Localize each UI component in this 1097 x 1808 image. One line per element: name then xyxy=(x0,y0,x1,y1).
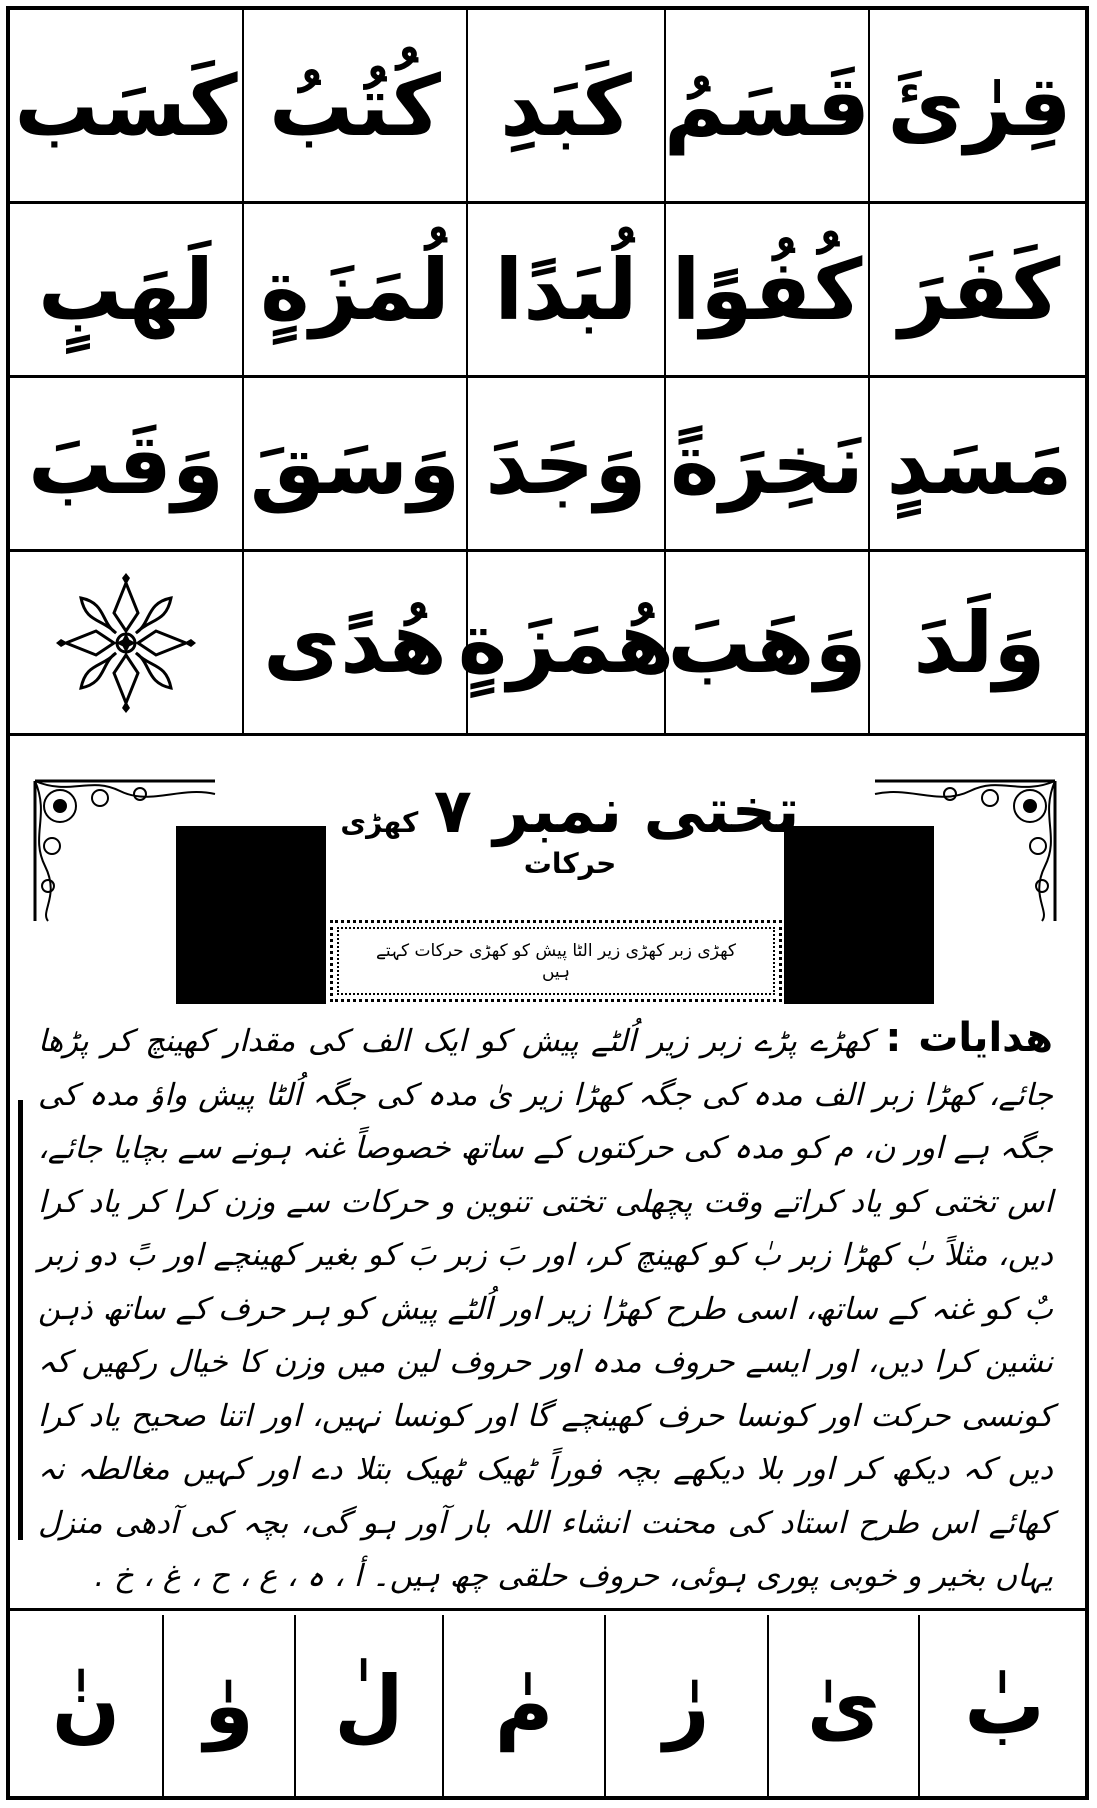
word-cell: كَفَرَ xyxy=(868,204,1089,378)
word-cell: وَجَدَ xyxy=(466,378,664,552)
word-cell: وَلَدَ xyxy=(868,552,1089,736)
letter-cell: مٰ xyxy=(442,1615,604,1796)
letter-row xyxy=(10,1615,1089,1796)
instruction-line: کھڑا زیر اور اُلٹے پیش کو ہر حرف کے ساتھ ذہن نشین کرا دیں، اور ایسے حروف مدہ اور xyxy=(38,1291,1053,1380)
word-cell: كَبَدِ xyxy=(466,10,664,204)
letter-cell: لٰ xyxy=(294,1615,442,1796)
instruction-line: حروف حلقی چھ ہیں۔ أ ، ہ ، ع ، ح ، غ ، خ . xyxy=(94,1559,660,1594)
margin-bar xyxy=(18,1100,23,1540)
instructions-heading: ھدایات : xyxy=(885,1015,1053,1061)
word-cell: وَقَبَ xyxy=(10,378,242,552)
letter-cell: یٰ xyxy=(767,1615,918,1796)
black-panel-right xyxy=(784,826,934,1004)
floral-ornament-icon xyxy=(10,552,242,736)
definition-text: کھڑی زبر کھڑی زیر الٹا پیش کو کھڑی حرکات کہتے ہیں xyxy=(375,941,737,982)
word-cell: قَسَمُ xyxy=(664,10,868,204)
black-panel-left xyxy=(176,826,326,1004)
letter-cell: وٰ xyxy=(162,1615,294,1796)
word-cell: كَسَب xyxy=(10,10,242,204)
instruction-line: کھڑے پڑے زبر زیر اُلٹے پیش کو ایک الف کی مقدار کھینچ کر xyxy=(88,1024,873,1059)
title-main: تختی نمبر ۷ xyxy=(433,774,800,847)
title-sub: کھڑی حرکات xyxy=(340,806,617,880)
word-cell: وَهَبَ xyxy=(664,552,868,736)
instruction-line: پڑھا جائے، کھڑا زبر الف مدہ کی جگہ کھڑا زیر یٰ مدہ کی جگہ اُلٹا پیش واؤ مدہ کی جگہ ہے xyxy=(38,1024,1054,1166)
lesson-header xyxy=(10,736,1089,1008)
word-cell: كُتُبُ xyxy=(242,10,466,204)
instruction-line: کو کھینچ کر، اور بَ زبر بَ کو بغیر کھینچے اور بً دو زبر بٌ کو غنہ کے ساتھ، اسی طرح xyxy=(38,1238,1053,1327)
definition-box xyxy=(330,920,782,1002)
word-cell: نَخِرَةً xyxy=(664,378,868,552)
word-cell: كُفُوًا xyxy=(664,204,868,378)
instructions xyxy=(38,1012,1053,1602)
word-cell: لُبَدًا xyxy=(466,204,664,378)
word-cell: مَسَدٍ xyxy=(868,378,1089,552)
letter-cell: نٰ xyxy=(51,1659,121,1752)
word-grid xyxy=(10,10,1089,736)
lesson-title xyxy=(340,774,800,880)
letter-cell: رٰ xyxy=(604,1615,767,1796)
letter-cell: بٰ xyxy=(918,1615,1089,1796)
instruction-line: کراتے وقت پچھلی تختی تنوین و حرکات سے وزن کرا کر یاد کرا دیں، مثلاً بٰ کھڑا زبر بٰ xyxy=(38,1184,1054,1273)
instruction-line: اس طرح استاد کی محنت انشاء اللہ بار آور ہو گی، بچہ کی آدھی منزل یہاں بخیر و خوبی پوری ہوئی، xyxy=(38,1505,1053,1594)
word-cell: قِرٰئَ xyxy=(868,10,1089,204)
instruction-line: اور ن، م کو مدہ کی حرکتوں کے ساتھ خصوصاً غنہ ہونے سے بچایا جائے، اس تختی کو یاد xyxy=(38,1131,1053,1220)
word-cell: لُمَزَةٍ xyxy=(242,204,466,378)
divider xyxy=(10,1608,1089,1611)
word-cell: لَهَبٍ xyxy=(10,204,242,378)
word-cell: هُدًى xyxy=(242,552,466,736)
word-cell: وَسَقَ xyxy=(242,378,466,552)
instruction-line: اور اتنا صحیح یاد کرا دیں کہ دیکھ کر اور بلا دیکھے بچہ فوراً ٹھیک ٹھیک بتلا دے اور کہیں مغالطہ نہ کھائے xyxy=(38,1398,1053,1541)
word-cell: هُمَزَةٍ xyxy=(466,552,664,736)
instruction-line: حروف لین میں وزن کا خیال رکھیں کہ کونسی حرکت اور کونسا حرف کھینچے گا اور کونسا نہیں، xyxy=(38,1345,1053,1434)
